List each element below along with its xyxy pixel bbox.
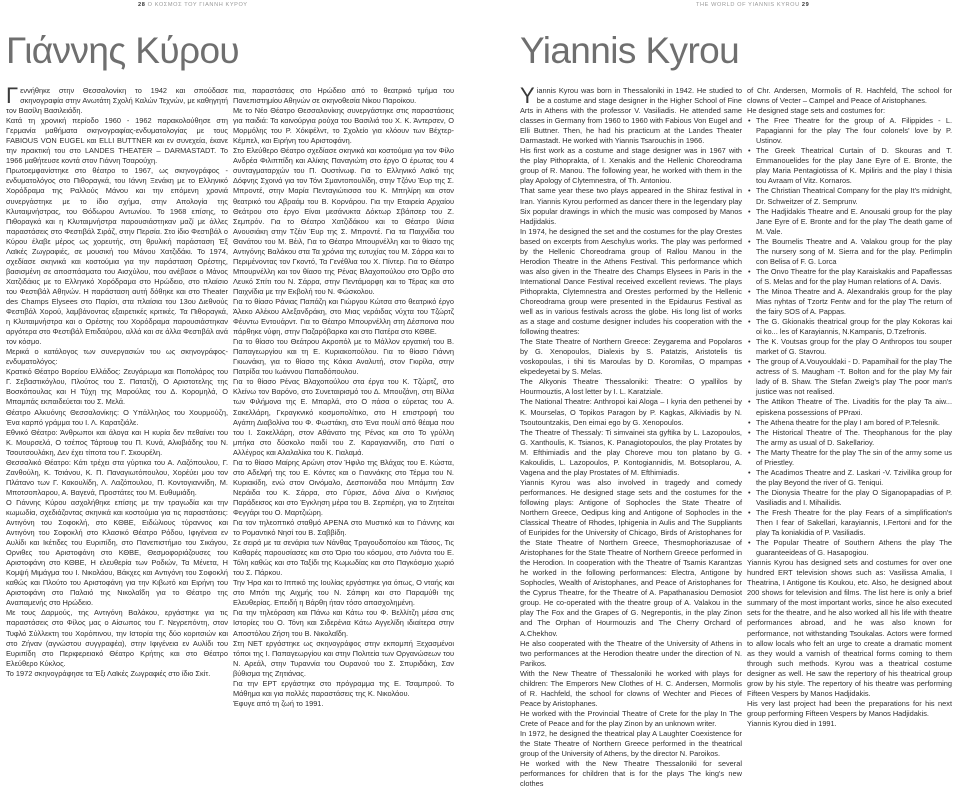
- greek-paragraph: Κρατικό Θέατρο Βορείου Ελλάδος: Ζευγάρωμα και Ποπολάρος του Γ. Σεβαστικόγλου, Πλούτος του Σ. Πατατζή, Ο Αριστοτελης της Βοσκόπουλας και Η Τύχη της Μαρούλας του Δ. Κορομηλά, Ο Μπαμπάς εκπαιδεύεται του Σ. Μελά.: [6, 367, 228, 407]
- column-4-intro-2: He designed stage sets and costumes for:: [747, 106, 886, 116]
- english-paragraph: In 1974, he designed the set and the costumes for the play Orestes based on excerpts from Aeschylus works. The play was performed by the Hellenic Choreodrama group of Rallou Manou in the Herodion Theatre in the Athens Festival. This performance which was also given in the Theatre des Champs Elysees in Paris in the International Dance Festival received excellent reviews. The plays Pithoprakta, Clytemnestra and Orestes performed by the Hellenic Choreodrama group were presented in the Epidaurus Festival as well as in various festivals across the globe. His long list of works as a stage and costume designer includes his cooperation with the following theatres:: [520, 226, 742, 337]
- credit-list-item: • The Onvo Theatre for the play Karaiskakis and Papaflessas of S. Melas and for the play Human relations of A. Davis.: [756, 267, 952, 287]
- greek-paragraph: Έφυγε από τη ζωή το 1991.: [233, 698, 324, 708]
- drop-cap-greek: Γ: [6, 83, 19, 108]
- credit-list-item: • The Fresh Theatre for the play Fears of a simplification's Then I fear of Sakellari, karayiannis, I.Fertoni and for the play Ta koniakidia of P. Vasiliadis.: [756, 508, 952, 538]
- credit-list-item: • The G. Gkionakis theatrical group for the play Kokoras kai oi ko... les of Karayiannis, N.Kampanis, D.Tzefronis.: [756, 317, 952, 337]
- greek-paragraph: Για την ΕΡΤ εργάστηκε στο πρόγραμμα της Ε. Τσαμπρού. Το Μάθημα και για πολλές παραστάσεις της Κ. Νικολάου.: [233, 678, 454, 698]
- english-paragraph: The Theatre of Thessaly: Ti simvainei sta gyftika by L. Lazopoulos, G. Xanthoulis, K. Tsianos, K. Panagiotopoulos, the play Protates by M. Efthimiadis and the play Choreve mou ton platano by G. Kakoulidis, L. Lazopoulos, P. Kontogiannidis, M. Botsoplarou, A. Vagena and the play Prostates of M. Efthimiadis.: [520, 427, 742, 477]
- english-column-1-body: [520, 83, 742, 789]
- page-number-right: 29: [801, 2, 810, 8]
- column-4-closing: [747, 558, 952, 729]
- greek-paragraph: Για το θίασο του Θεάτρου Ακροπόλ με το Μάλλον εργατική του Β. Παπαγεωργίου και τη Ε. Κυριακοπούλου. Για το θίασο Γιάννη Γκιωνάκη, για το θίασο της Κάκια Αναλυτή, στον Γκιρίλα, στην Πατρίδα του Ιωάννου Παπαδόπουλου.: [233, 337, 454, 377]
- english-paragraph: The State Theatre of Northern Greece: Zeygarema and Popolaros by G. Xenopoulos, Dialexis by S. Patatzis, Aristotelis tis voskopoulas, i tihi tis Maroulas by D. Koromilas, O mpampas ekpedeyetai by S. Melas.: [520, 337, 742, 377]
- greek-paragraph: Στο Ελεύθερο Θέατρο σχεδίασε σκηνικά και κοστούμια για τον Φίλο Ανδρέα Φιλιππίδη και Αλίκης Παναγιώτη στο έργο Ο έρωτας του 4 συνταγματαρχών του Π. Ουστίνωφ. Για το Ελληνικό Λαϊκό της Δόφνης Σχοινά για τον Τόνι Σμαντοπουλίδη, στην Τζόνυ Έυρ της Σ. Μπροντέ, στην Μαρία Πενταγιώτισσα του Κ. Μπηλίρη και στον θεατρικό του Αβραάμ του Β. Κορνάρου. Για την Εταιρεία Αρχαίου Θεάτρου στο έργο Είναι μεσάνυκτα Δόκτωρ Σβάιτσερ του Ζ. Σεμπρόν. Για το Θέατρο Χατζιδάκου και το Θέατρο Ιλίσια Ανουσιάκη στην Τζέιν Έυρ της Σ. Μπροντέ. Για τα Παιχνίδια του Θανάτου του Μ. Βέιλ, Για το Θέατρο Μπουρνέλλη και το θίασο της Αντιγόνης Βαλάκου στα Τα χρόνια της ευτυχίας του Μ. Σάρρα και το Περιμένοντας τον Γκοντό, Τα Γενέθλια του Χ. Πίντερ. Για το Θέατρο Μπουρνέλλη και τον θίασο της Ρένας Βλαχοπούλου στο Όρβο στο Λευκό Σπίτι του Ν. Σάρρα, στην Πεντάμορφη και το Τέρας και στο Παιχνίδια με την Εκβολή του Ν. Φώσκολου.: [233, 146, 454, 296]
- english-paragraph: That same year these two plays appeared in the Shiraz festival in Iran. Yiannis Kyrou performed as dancer there in the legendary play Six popular drawings in which the music was composed by Manos Hadjidakis.: [520, 186, 742, 226]
- english-paragraph: iannis Kyrou was born in Thessaloniki in 1942. He studied to be a costume and stage designer in the Higher School of Fine Arts in Athens with the professor V. Vasiliadis. He attended same classes in Germany from 1960 to 1960 with Fabious Von Eugel and Elli Buttner. Then, he had his practicum at the Landes Theater Darmastadt. He worked with Yiannis Tsarouchis in 1966.: [520, 86, 742, 146]
- greek-paragraph: Θέατρο Αλκυόνης Θεσσαλονίκης: Ο Υπάλληλος του Χουρμούζη, Ένα καρπό γράμμα του Ι. Λ. Καρατζιάλε.: [6, 407, 228, 427]
- greek-paragraph: Για την τηλεόραση και Πάνω και Κάτω του Φ. Βελλίτζη μέσα στις Ιστορίες του Ο. Τόνη και Σιδερένια Κάτω Αγγελίδη ιδιαίτερα στην Αποστόλου Ζήση του Β. Νικολαΐδη.: [233, 608, 454, 638]
- credit-list-item: • The Christian Theatrical Company for the play It's midnight, Dr. Schweitzer of Z. Semprunv.: [756, 186, 952, 206]
- credit-list-item: • The Bournelis Theatre and A. Valakou group for the play The nursery song of M. Sierra and for the play. Perlimplin con Belisa of F. G. Lorca: [756, 237, 952, 267]
- credit-list-item: • The K. Voutsas group for the play O Anthropos tou souper market of G. Stavrou.: [756, 337, 952, 357]
- credit-list-item: • The Historical Theatre of The. Theophanous for the play The army as usual of D. Sakellarioy.: [756, 428, 952, 448]
- column-4-intro: of Chr. Andersen, Mormolis of R. Hachfeld, The school for clowns of Vecter – Campel and Peace of Aristophanes.: [747, 86, 952, 106]
- drop-cap-english: Y: [520, 83, 535, 108]
- credit-list-item: • The Marty Theatre for the play The sin of the army some us of Priestley.: [756, 448, 952, 468]
- credit-list-item: • The Popular Theatre of Southern Athens the play The guaranteeideas of G. Hasapogiou.: [756, 538, 952, 558]
- english-paragraph: His very last project had been the preparations for his next group performing Fifteen Vespers by Manos Hadjidakis.: [747, 698, 952, 718]
- english-text-column-1: [520, 83, 742, 789]
- greek-paragraph: Για τον τηλεοπτικό σταθμό ΑΡΕΝΑ στο Μυστικό και το Γιάννης και το Ρομαντικό Νησί του Β. Σαββίδη.: [233, 518, 454, 538]
- english-text-column-2: [747, 86, 952, 728]
- greek-paragraph: Πρωτοεμφανίστηκε στο θέατρο το 1967, ως σκηνογράφος - ενδυματολόγος στο Πιθοραγκά, του Ιάννη Ξενάκη με το Ελληνικό Χορόδραμα της Ραλλούς Μάνου και την επόμενη χρονιά συνεργάστηκε με το ίδιο σχήμα, στην Απολογία της Κλυταιμνήστρας, του Θόδωρου Αντωνίου. Το 1968 επίσης, το Πιθοραγκά και η Κλυταιμνήστρα παρουσιάστηκαν μαζί με άλλες παραστάσεις στο Φεστιβάλ Σιράζ, στην Περσία. Στο ίδιο Φεστιβάλ ο Κύρου έλαβε μέρος ως χορευτής, στη θρυλική παράσταση Έξ Λαϊκές Ζωγραφιές, σε μουσική του Μάνου Χατζιδάκι. Το 1974, σχεδίασε σκηνικά και κοστούμια για την παράσταση Ορέστης, βασισμένη σε αποσπάσματα του Αισχύλου, που ανέβασε ο Μάνος Χατζιδάκις με το Ελληνικό Χορόδραμα στο Ηρώδειο, στο πλαίσιο του Φεστιβάλ Αθηνών. Η παράσταση αυτή δόθηκε και στο Theater des Champs Elysees στο Παρίσι, στα πλαίσια του 13ου Διεθνούς Φεστιβάλ Χορού, λαμβάνοντας εξαιρετικές κριτικές. Τα Πιθοραγκά, η Κλυταιμνήστρα και ο Ορέστης του Χορόδραμα παρουσιάστηκαν αργότερα στο Φεστιβάλ Επιδαύρου, αλλά και σε άλλα Φεστιβάλ ανά τον κόσμο.: [6, 166, 228, 347]
- english-paragraph: His first work as a costume and stage designer was in 1967 with the play Pithoprakta, of I. Xenakis and the Hellenic Choreodrama group of R. Manou. The following year, he worked with them in the play Apology of Clytemnestra, of Th. Antoniou.: [520, 146, 742, 186]
- greek-paragraph: Για το θίασο Ράνιας Παπάζη και Γιώργου Κώτσα στο θεατρικό έργο Άλεκο Αλέκου Αλεξανδράκη, στο Μιας νεράιδας νύχτα του Τζώρτζ Φέυντω Εντουάρντ. Για το Θέατρο Μπουρνέλλη στη Δέσποινα που πάρθηκε νύφη, στην Παζαρόβαρκα και στο Πατέρα στο ΚΘΒΕ.: [233, 296, 454, 337]
- theatre-credits-list: [747, 116, 952, 558]
- article-title-english: Yiannis Kyrou: [520, 30, 740, 71]
- running-header-left-text: Ο ΚΟΣΜΟΣ ΤΟΥ ΓΙΑΝΝΗ ΚΥΡΟΥ: [147, 2, 248, 8]
- credit-list-item: • The Attikon Theatre of The. Livaditis for the play Ta aiw... episkena possessions of PPraxi.: [756, 397, 952, 417]
- greek-paragraph: Θεσσαλικό Θέατρο: Κάτι τρέχει στα γύρτικα του Α. Λαζόπουλου, Γ. Ζανθούλη, Κ. Τσιάνου, Κ. Π. Παναγιωτόπουλου, Χορέύει μου τον Πλάτανο των Γ. Κακουλίδη, Λ. Λαζόπουλου, Π. Κοντογιαννίδη, Μ. Μποτσοπλαρου, Α. Βαγενά, Προστάτες του Μ. Ευθυμιάδη.: [6, 457, 228, 497]
- credit-list-item: • The Minoa Theatre and A. Alexandrakis group for the play Mias nyhtas of Tzortz Fentw and for the play The return of the fairy SOS of A. Pappas.: [756, 287, 952, 317]
- greek-paragraph: Ο Γιάννης Κύρου ασχολήθηκε επίσης με την τραγωδία και την κωμωδία, σχεδιάζοντας σκηνικά και κοστούμια για τις παραστάσεις: Αντιγόνη του Σοφοκλή, στο ΚΘΒΕ, Ειδώλιους τύραννος και Αντιγόνη του Σοφοκλή στο Κλασικό Θέατρο Ρόδου, Ιφιγένεια εν Αυλίδι και Ικέτιδες του Ευριπίδη, στο Πανεπιστήμιο του Σικάγου, Ορνιθες του Αριστοφάνη στο ΚΘΒΕ, Θεσμοφοριάζουσες του Αριστοφάνη στο ΚΘΒΕ, Η ελευθερία των Ροδιών, Τα Μένετα, Η Κομψή Μιμάγμα του Ι. Νικολάου, Βάκχες και Αντιγόνη του Σοφοκλή καθώς και Πλούτο του Αριστοφάνη για την Κιβωτό και Ειρήνη του Αριστοφάνη στο Παλαιό της Νικολαΐδη για το Θέατρο της Αναπαμενής στο Ηρώδειο.: [6, 497, 228, 608]
- english-paragraph: Yiannis Kyrou has designed sets and costumes for over one hundred ERT television shows such as: Vasilissa Amalia, I Theatrina, I Antigone tis Koukou, etc. Also, he designed about 200 shows for television and films. The list here is only a brief summary of the most important works, since he also executed sets for the theatre, and he also worked all his life with theatre performances abroad, and he was also known for performance, not withstanding Tsoukalas. Actors were formed to allow locals who felt an urge to create a dramatic moment as they would a varnish of theatrical forms coming to them through such methods. Kyrou was a theatrical costume designer as well. He saw the repertory of his theatrical group grow by his style. The repertory of his theatre was performing Fifteen Vespers by Manos Hadjidakis.: [747, 558, 952, 698]
- greek-paragraph: Το 1972 σκηνογράφησε τα Έξι Λαϊκές Ζωγραφιές στο ίδιο Σκίτ.: [6, 668, 211, 678]
- greek-paragraph: Σε σειρά με τα σενάρια των Νάνθας Τραγουδοποίου και Τάσος, Τις Καθαρές παρουσίασες και στο Όριο του κόσμου, στο Λιόντα του Ε. Τόλη καθώς και στο Ταξίδι της Κωμωδίας και στο Παγκόσμιο χωριό του Σ. Πάρκου.: [233, 538, 454, 578]
- english-paragraph: He also cooperated with the Theatre of the University of Athens in two performances at the Herodion theatre under the direction of N. Parikos.: [520, 638, 742, 668]
- greek-paragraph: Για το θίασο Ρένας Βλαχοπούλου στα έργα του Κ. Τζώρτζ, στο Κλείνω τον Βαρόνο, στο Συνεταιρισμό του Δ. Μπουζάνη, στη Βίλλα των Φιλήμονα της Ε. Μπαρλά, στο Ο πάσα ο εύρετας του Α. Σακελλάρη, Γκραγκνικό κοσμοπολίτικο, στο Η επιστροφή του Αγάπη Διαβολίνα του Φ. Φωστάκη, στο Ένα πουλί από θέαμα που του Ι. Σακελλάρη, στον Αθάνατο της Ρένας και στο Το γρύλλη μπήκα στο δύσκολο παιδί του Ζ. Καραγιαννίδη, στο Γιατί ο Αλλέγρος και Αλαλαλίκα του Κ. Γιαλαμά.: [233, 377, 454, 457]
- english-paragraph: He worked with the New Theatre Thessaloniki for several performances for children that is for the plays The king's new clothes: [520, 759, 742, 789]
- greek-paragraph: Για το θίασο Μαίρης Αρώνη στον Ήφιλο της Βλάχας του Ε. Κώστα, στο Αδελφή της του Ε. Κόντες και ο Γιαννάκης στο Τέρμα του Ν. Κυριακίδη, ενώ στον Οινόμαλο, Δεσποινάδα που Μπάμπη Σαν Νεράιδα του Κ. Σάρρα, στο Γύρισε, Δόνα Δίνα ο Κινήσιος Παράδεισος και στο Έγκληση μέρα του Β. Σερπιέρη, για το Ζητείται Φεγγάρι του Ο. Μαρτζιώρη.: [233, 457, 454, 517]
- greek-column-2-body: [233, 86, 454, 709]
- running-header-right-text: THE WORLD OF YIANNIS KYROU: [696, 2, 800, 8]
- running-header-right: [696, 2, 809, 8]
- greek-paragraph: Την Ήρα και το Ιππικό της Ιουλίας εργάστηκε για όπως, Ο νταής και στο Μπότι της Αιχμής του Ν. Σάπφη και στο Παραμύθι της Ελευθερίας. Επειδή η Βάρθη ήταν τόσο απασχολημένη.: [233, 578, 454, 608]
- greek-paragraph: Με τους Δαρμούς, της Αντιγόνη Βαλάκου, εργάστηκε για τις παραστάσεις στο Φίλος μας ο Αίσωπος του Γ. Νεγρεπόντη, στον Τυφλό Σύλλεκτη του Χορόπινου, την Ιστορία της δύο κοριτσιών και στο Ζήναν (αγνώστου συγγραφέα), στην Ιφιγένεια εν Αυλίδι του Ευριπίδη στο Περιφερειακό Θέατρο Κρήτης και στο Θέατρο Ελεύθερο Κύκλος.: [6, 608, 228, 668]
- credit-list-item: • The Athena theatre for the play I am bored of P.Telesnik.: [756, 418, 952, 428]
- english-paragraph: He worked with the Provincial Theatre of Crete for the play In The Crete of Peace and for the play Zinon by an unknown writer.: [520, 708, 742, 728]
- english-paragraph: The Alkyonis Theatre Thessaloniki: Theatre: O ypallilos by Hourmouztis, A lost letter by I. L. Karatziale.: [520, 377, 742, 397]
- credit-list-item: • The group of A.Vouyouklaki - D. Papamihail for the play The actress of S. Maugham -T. Bolton and for the play My fair lady of B. Shaw. The Stefan Zweig's play The poor man's justice was not realised.: [756, 357, 952, 397]
- english-paragraph: The National Theatre: Anthropoi kai Aloga – I kyria den pethenei by K. Mourselas, O Topikos Paragon by P. Kagkas, Alkiviadis by N. Tsoutountzakis, Den eimai ego by G. Xenopoulos.: [520, 397, 742, 427]
- english-paragraph: Yiannis Kyrou was also involved in tragedy and comedy performances. He designed stage sets and the costumes for the following plays: Antigone of Sophocles the State Theatre of Northern Greece, Oedipus king and Antigone of Sophocles in the Classical Theatre of Rhodes, Iphigenia in Aulis and The Suppliants of Euripides for the University of Chicago, Birds of Aristophanes for the State Theatre of Northern Greece, Thesmophoriazusae of Aristophanes for the State Theatre of Northern Greece performed in the Herodion. In cooperation with the Theatre of Tsamis Karantzas he worked in the following performances: Electra, Antigone by Sophocles, Wealth of Aristophanes, and Peace of Aristophanes for the Cyprus Theatre, for the Theatre of A. Papathanasiou Demosiot group. He co-operated with the theatre group of A. Valakou in the play The Fox and the Grapes of G. Negrepontis, in the play Zinon and The Orphan of Hourmouzis and The Cherry Orchard of A.Chekhov.: [520, 477, 742, 638]
- greek-text-column-1: [6, 83, 228, 678]
- greek-column-1-body: [6, 83, 228, 679]
- greek-paragraph: πια, παραστάσεις στο Ηρώδειο από το θεατρικό τμήμα του Πανεπιστημίου Αθηνών σε σκηνοθεσία Νίκου Παροίκου.: [233, 86, 454, 106]
- credit-list-item: • The Dionysia Theatre for the play O Siganopapadias of P. Vasiliadis and I. Mihailidis.: [756, 488, 952, 508]
- english-paragraph: Yiannis Kyrou died in 1991.: [747, 718, 837, 728]
- credit-list-item: • The Hadjidakis Theatre and E. Anousaki group for the play Jane Eyre of E. Bronte and for the play The death game of M. Vale.: [756, 207, 952, 237]
- greek-text-column-2: [233, 86, 454, 708]
- english-paragraph: With the New Theatre of Thessaloniki he worked with plays for children: The Emperors New Clothes of H. C. Andersen, Mormolis of R. Hachfeld, the school for clowns of Wechter and Pieces of Peace by Aristophanes.: [520, 668, 742, 708]
- greek-paragraph: Στη ΝΕΤ εργάστηκε ως σκηνογράφος στην εκπομπή Ξεχασμένοι τόποι της Ι. Παπαγεωργίου και στην Πολιτεία των Οργανώσεων του Ν. Αρεάλ, στην Τυραννία του Ουρανού του Σ. Σπυριδάκη, Σαν βύθισμα της Ζητιάνας.: [233, 638, 454, 678]
- credit-list-item: • The Acadimos Theatre and Z. Laskari -V. Tzivilika group for the play Beyond the river of G. Teniqui.: [756, 468, 952, 488]
- credit-list-item: • The Greek Theatrical Curtain of D. Skouras and T. Emmanouelides for the play Jane Eyre of E. Bronte, the play Maria Pentagiotissa of K. Mpiliris and the play I thisia tou Avraam of Vitz. Kornaros.: [756, 146, 952, 186]
- greek-paragraph: Με το Νέο Θέατρο Θεσσαλονίκης συνεργάστηκε στις παραστάσεις για παιδιά: Τα καινούργια ρούχα του Βασιλιά του Χ. Κ. Άντερσεν, Ο Μορμόλης του Ρ. Χόκφέλντ, το Σχολείο για κλόουν των Βέχτερ-Κέμπελ, και Ειρήνη του Αριστοφάνη.: [233, 106, 454, 146]
- running-header-left: [138, 2, 248, 8]
- english-paragraph: In 1972, he designed the theatrical play A Laughter Coexistence for the State Theatre of Northern Greece performed in the theatrical group of the University of Athens, by the director N. Paroikos.: [520, 729, 742, 759]
- greek-paragraph: Κατά τη χρονική περίοδο 1960 - 1962 παρακολούθησε στη Γερμανία μαθήματα σκηνογραφίας-ενδυματολογίας με τους FABIOUS VON EUGEL και ELLI BUTTNER και εν συνεχεία, έκανε την πρακτική του στο LANDES THEATER – DARMASTADT. Το 1966 μαθήτευσε κοντά στον Γιάννη Τσαρούχη.: [6, 116, 228, 166]
- credit-list-item: • The Free Theatre for the group of A. Filippides - L. Papagianni for the play The four colonels' love by P. Ustinov.: [756, 116, 952, 146]
- greek-paragraph: Μερικά ο κατάλογος των συνεργασιών του ως σκηνογράφος-ενδυματολόγος:: [6, 347, 228, 367]
- greek-paragraph: εννήθηκε στην Θεσσαλονίκη το 1942 και σπούδασε σκηνογραφία στην Ανωτάτη Σχολή Καλών Τεχνών, με καθηγητή τον Βασίλη Βασιλειάδη.: [6, 86, 228, 116]
- article-title-greek: Γιάννης Κύρου: [6, 30, 240, 71]
- page-number-left: 28: [138, 2, 146, 8]
- greek-paragraph: Εθνικό Θέατρο: Άνθρωποι και άλογα και Η κυρία δεν πεθαίνει του Κ. Μουρσελά, Ο τσέπος Τάρτουφ του Π. Κυνά, Αλκιβιάδης του Ν. Τσουτσουλάκη, Δεν έχει τίποτα του Γ. Σκουρέλη.: [6, 427, 228, 457]
